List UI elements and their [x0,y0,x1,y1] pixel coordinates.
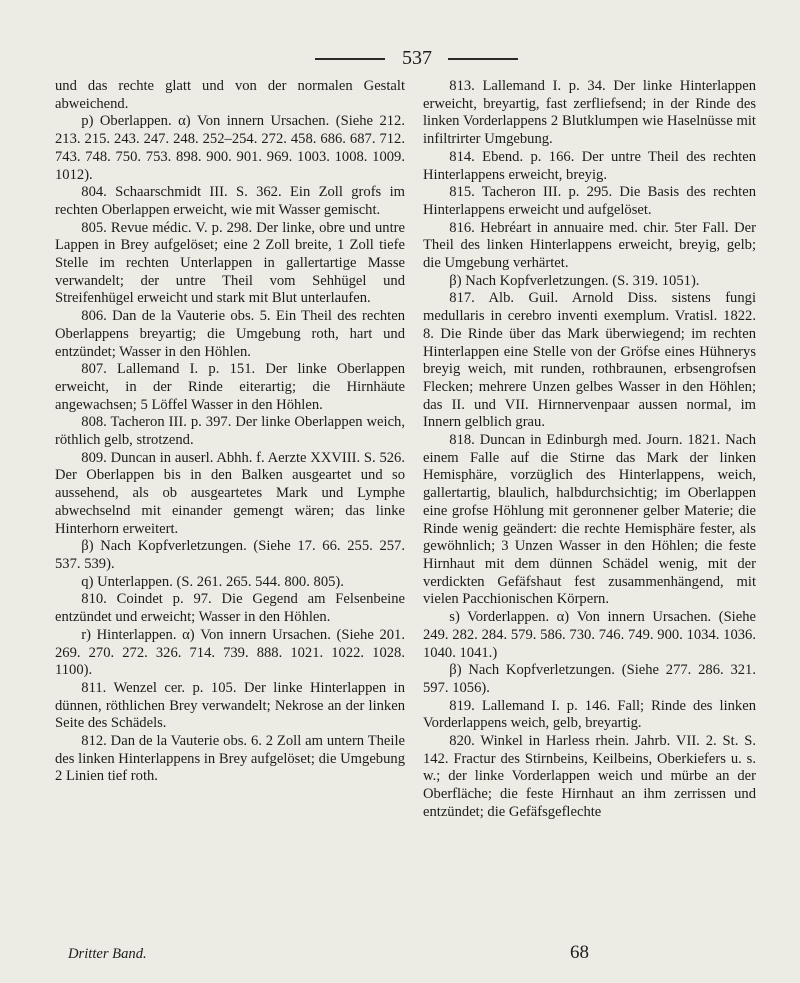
paragraph: 804. Schaarschmidt III. S. 362. Ein Zoll grofs im rechten Oberlappen erweicht, wie mit Wasser gemischt. [55,184,405,218]
page-number: 537 [402,47,432,69]
paragraph: s) Vorderlappen. α) Von innern Ursachen. (Siehe 249. 282. 284. 579. 586. 730. 746. 749. 900. 1034. 1036. 1040. 1041.) [423,609,756,661]
page-footer [0,944,800,970]
paragraph: 807. Lallemand I. p. 151. Der linke Oberlappen erweicht, in der Rinde eiterartig; die Hirnhäute angewachsen; 5 Löffel Wasser in den Höhlen. [55,361,405,413]
paragraph: 816. Hebréart in annuaire med. chir. 5ter Fall. Der Theil des linken Hinterlappens erweicht, breyig, gelb; die Umgebung verhärtet. [423,219,756,272]
paragraph: 814. Ebend. p. 166. Der untre Theil des rechten Hinterlappens erweicht, breyig. [423,148,756,183]
signature-mark: Dritter Band. [68,946,147,962]
paragraph: β) Nach Kopfverletzungen. (Siehe 277. 286. 321. 597. 1056). [423,662,756,696]
paragraph: 818. Duncan in Edinburgh med. Journ. 1821. Nach einem Falle auf die Stirne das Mark der linken Hemisphäre, vorzüglich des Hinterlappens, weich, gallertartig, blaulich, halbdurchsichtig; im Oberlappen eine grofse Höhlung mit geronnener gelber Materie; die Rinde wenig geändert: die rechte Hemisphäre fester, als gewöhnlich; 3 Unzen Wasser in den Höhlen; die feste Hirnhaut mit dem dünnen Schädel wenig, mit der verdickten Gefäfshaut fest zusammenhängend, mit vielen Pacchionischen Körpern. [423,432,756,608]
paragraph: 819. Lallemand I. p. 146. Fall; Rinde des linken Vorderlappens weich, gelb, breyartig. [423,697,756,732]
paragraph: q) Unterlappen. (S. 261. 265. 544. 800. 805). [81,573,344,590]
paragraph: 817. Alb. Guil. Arnold Diss. sistens fungi medullaris in cerebro inventi exemplum. Vratisl. 1822. 8. Die Rinde über das Mark überwiegend; im rechten Hinterlappen eine Stelle von der Gröfse eines Hühnerys breyig weich, mit runden, rothbraunen, erbsengrofsen Flecken; mehrere Unzen gelbes Wasser in den Höhlen; das II. und VII. Hirnnervenpaar aussen normal, im Innern gelblich grau. [423,290,756,431]
paragraph: 809. Duncan in auserl. Abhh. f. Aerzte XXVIII. S. 526. Der Oberlappen bis in den Balken ausgeartet und so aussehend, als ob ausgeartetes Mark und Lymphe abwechselnd mit einander gemengt wären; das linke Hinterhorn erweitert. [55,449,405,537]
paragraph: und das rechte glatt und von der normalen Gestalt abweichend. [55,78,405,112]
paragraph: β) Nach Kopfverletzungen. (Siehe 17. 66. 255. 257. 537. 539). [55,538,405,572]
paragraph: 815. Tacheron III. p. 295. Die Basis des rechten Hinterlappens erweicht und aufgelöset. [423,184,756,218]
catchword: 68 [570,942,589,963]
paragraph: 820. Winkel in Harless rhein. Jahrb. VII. 2. St. S. 142. Fractur des Stirnbeins, Keilbeins, Oberkiefers u. s. w.; der linke Vorderlappen weich und mürbe an der Oberfläche; die feste Hirnhaut an ihm zerrissen und entzündet; die Gefäfsgeflechte [423,733,756,820]
paragraph: 811. Wenzel cer. p. 105. Der linke Hinterlappen in dünnen, röthlichen Brey verwandelt; Nekrose an der linken Seite des Schädels. [55,679,405,732]
paragraph: 812. Dan de la Vauterie obs. 6. 2 Zoll am untern Theile des linken Hinterlappens in Brey aufgelöset; die Umgebung 2 Linien tief roth. [55,733,405,785]
header-rule-left [315,58,385,60]
paragraph: 805. Revue médic. V. p. 298. Der linke, obre und untre Lappen in Brey aufgelöset; eine 2 Zoll breite, 1 Zoll tiefe Stelle im rechten Unterlappen in gallertartige Masse verwandelt; der untre Theil vom Sehhügel und Streifenhügel erweicht und stark mit Blut unterlaufen. [55,219,405,307]
right-column [423,78,756,822]
paragraph: p) Oberlappen. α) Von innern Ursachen. (Siehe 212. 213. 215. 243. 247. 248. 252–254. 272. 458. 686. 687. 712. 743. 748. 750. 753. 898. 900. 901. 969. 1003. 1008. 1009. 1012). [55,113,405,183]
paragraph: 810. Coindet p. 97. Die Gegend am Felsenbeine entzündet und erweicht; Wasser in den Höhlen. [55,591,405,626]
left-column [55,78,405,786]
page-header [0,44,800,74]
paragraph: 808. Tacheron III. p. 397. Der linke Oberlappen weich, röthlich gelb, strotzend. [55,414,405,449]
paragraph: 806. Dan de la Vauterie obs. 5. Ein Theil des rechten Oberlappens breyartig; die Umgebung roth, hart und entzündet; Wasser in den Höhlen. [55,308,405,360]
paragraph: r) Hinterlappen. α) Von innern Ursachen. (Siehe 201. 269. 270. 272. 326. 714. 739. 888. 1021. 1022. 1028. 1100). [55,626,405,679]
paragraph: β) Nach Kopfverletzungen. (S. 319. 1051). [449,272,700,289]
header-rule-right [448,58,518,60]
paragraph: 813. Lallemand I. p. 34. Der linke Hinterlappen erweicht, breyartig, fast zerfliefsend; in der Rinde des linken Vorderlappens 2 Blutklumpen wie Haselnüsse mit infiltrirter Umgebung. [423,78,756,148]
